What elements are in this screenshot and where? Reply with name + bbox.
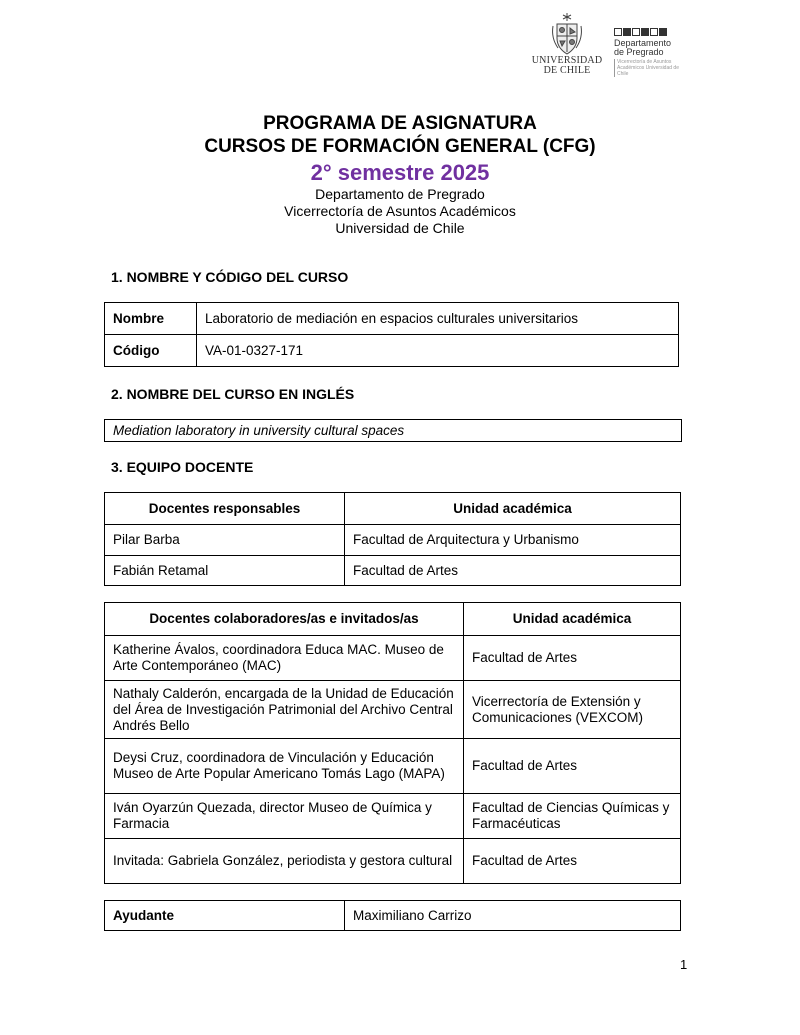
section-1-heading: 1. NOMBRE Y CÓDIGO DEL CURSO [111,269,349,285]
page-number: 1 [680,957,688,972]
table-header-row [105,603,681,636]
english-name-value: Mediation laboratory in university cultural spaces [105,420,682,442]
department-logo-line1: Departamento [614,38,672,48]
assistant-table [104,900,681,931]
department-logo [614,28,684,77]
university-logo-line2: DE CHILE [543,65,591,76]
table-row [105,681,681,739]
code-value: VA-01-0327-171 [197,335,679,367]
collaborator-unit: Vicerrectoría de Extensión y Comunicaciones (VEXCOM) [464,681,681,739]
table-row [105,335,679,367]
document-subtitle: CURSOS DE FORMACIÓN GENERAL (CFG) [204,136,596,157]
collaborator-name: Katherine Ávalos, coordinadora Educa MAC. Museo de Arte Contemporáneo (MAC) [105,636,464,681]
department-logo-small-text: Vicerrectoría de Asuntos Académicos Universidad de Chile [614,59,684,77]
assistant-value: Maximiliano Carrizo [345,901,681,931]
collaborator-name: Deysi Cruz, coordinadora de Vinculación y Educación Museo de Arte Popular Americano Tomás Lago (MAPA) [105,739,464,794]
teacher-unit: Facultad de Arquitectura y Urbanismo [345,525,681,556]
table-row [105,901,681,931]
table-row [105,420,682,442]
table-row [105,636,681,681]
semester-label: 2° semestre 2025 [310,160,490,185]
department-label: Departamento de Pregrado [315,186,485,202]
collaborator-unit: Facultad de Artes [464,636,681,681]
table-row [105,839,681,884]
column-header: Docentes responsables [105,493,345,525]
english-name-table [104,419,682,442]
university-crest-icon [550,12,584,56]
responsible-teachers-table [104,492,681,586]
collaborator-unit: Facultad de Ciencias Químicas y Farmacéuticas [464,794,681,839]
section-3-heading: 3. EQUIPO DOCENTE [111,459,254,475]
table-row [105,739,681,794]
collaborator-name: Iván Oyarzún Quezada, director Museo de Química y Farmacia [105,794,464,839]
teacher-name: Fabián Retamal [105,556,345,586]
university-logo [530,12,604,76]
column-header: Unidad académica [464,603,681,636]
collaborating-teachers-table [104,602,681,884]
course-name-code-table [104,302,679,367]
teacher-unit: Facultad de Artes [345,556,681,586]
column-header: Docentes colaboradores/as e invitados/as [105,603,464,636]
name-label: Nombre [105,303,197,335]
university-logo-line1: UNIVERSIDAD [531,55,603,66]
table-row [105,556,681,586]
assistant-label: Ayudante [105,901,345,931]
table-row [105,303,679,335]
teacher-name: Pilar Barba [105,525,345,556]
collaborator-unit: Facultad de Artes [464,839,681,884]
table-row [105,794,681,839]
university-label: Universidad de Chile [335,220,465,236]
code-label: Código [105,335,197,367]
vicerrectoria-label: Vicerrectoría de Asuntos Académicos [284,203,516,219]
collaborator-name: Invitada: Gabriela González, periodista y gestora cultural [105,839,464,884]
column-header: Unidad académica [345,493,681,525]
collaborator-name: Nathaly Calderón, encargada de la Unidad de Educación del Área de Investigación Patrimonial del Archivo Central Andrés Bello [105,681,464,739]
collaborator-unit: Facultad de Artes [464,739,681,794]
table-row [105,525,681,556]
section-2-heading: 2. NOMBRE DEL CURSO EN INGLÉS [111,386,355,402]
department-logo-line2: de Pregrado [614,47,664,57]
name-value: Laboratorio de mediación en espacios culturales universitarios [197,303,679,335]
department-logo-squares-icon [614,28,684,36]
document-title: PROGRAMA DE ASIGNATURA [263,113,537,134]
table-header-row [105,493,681,525]
